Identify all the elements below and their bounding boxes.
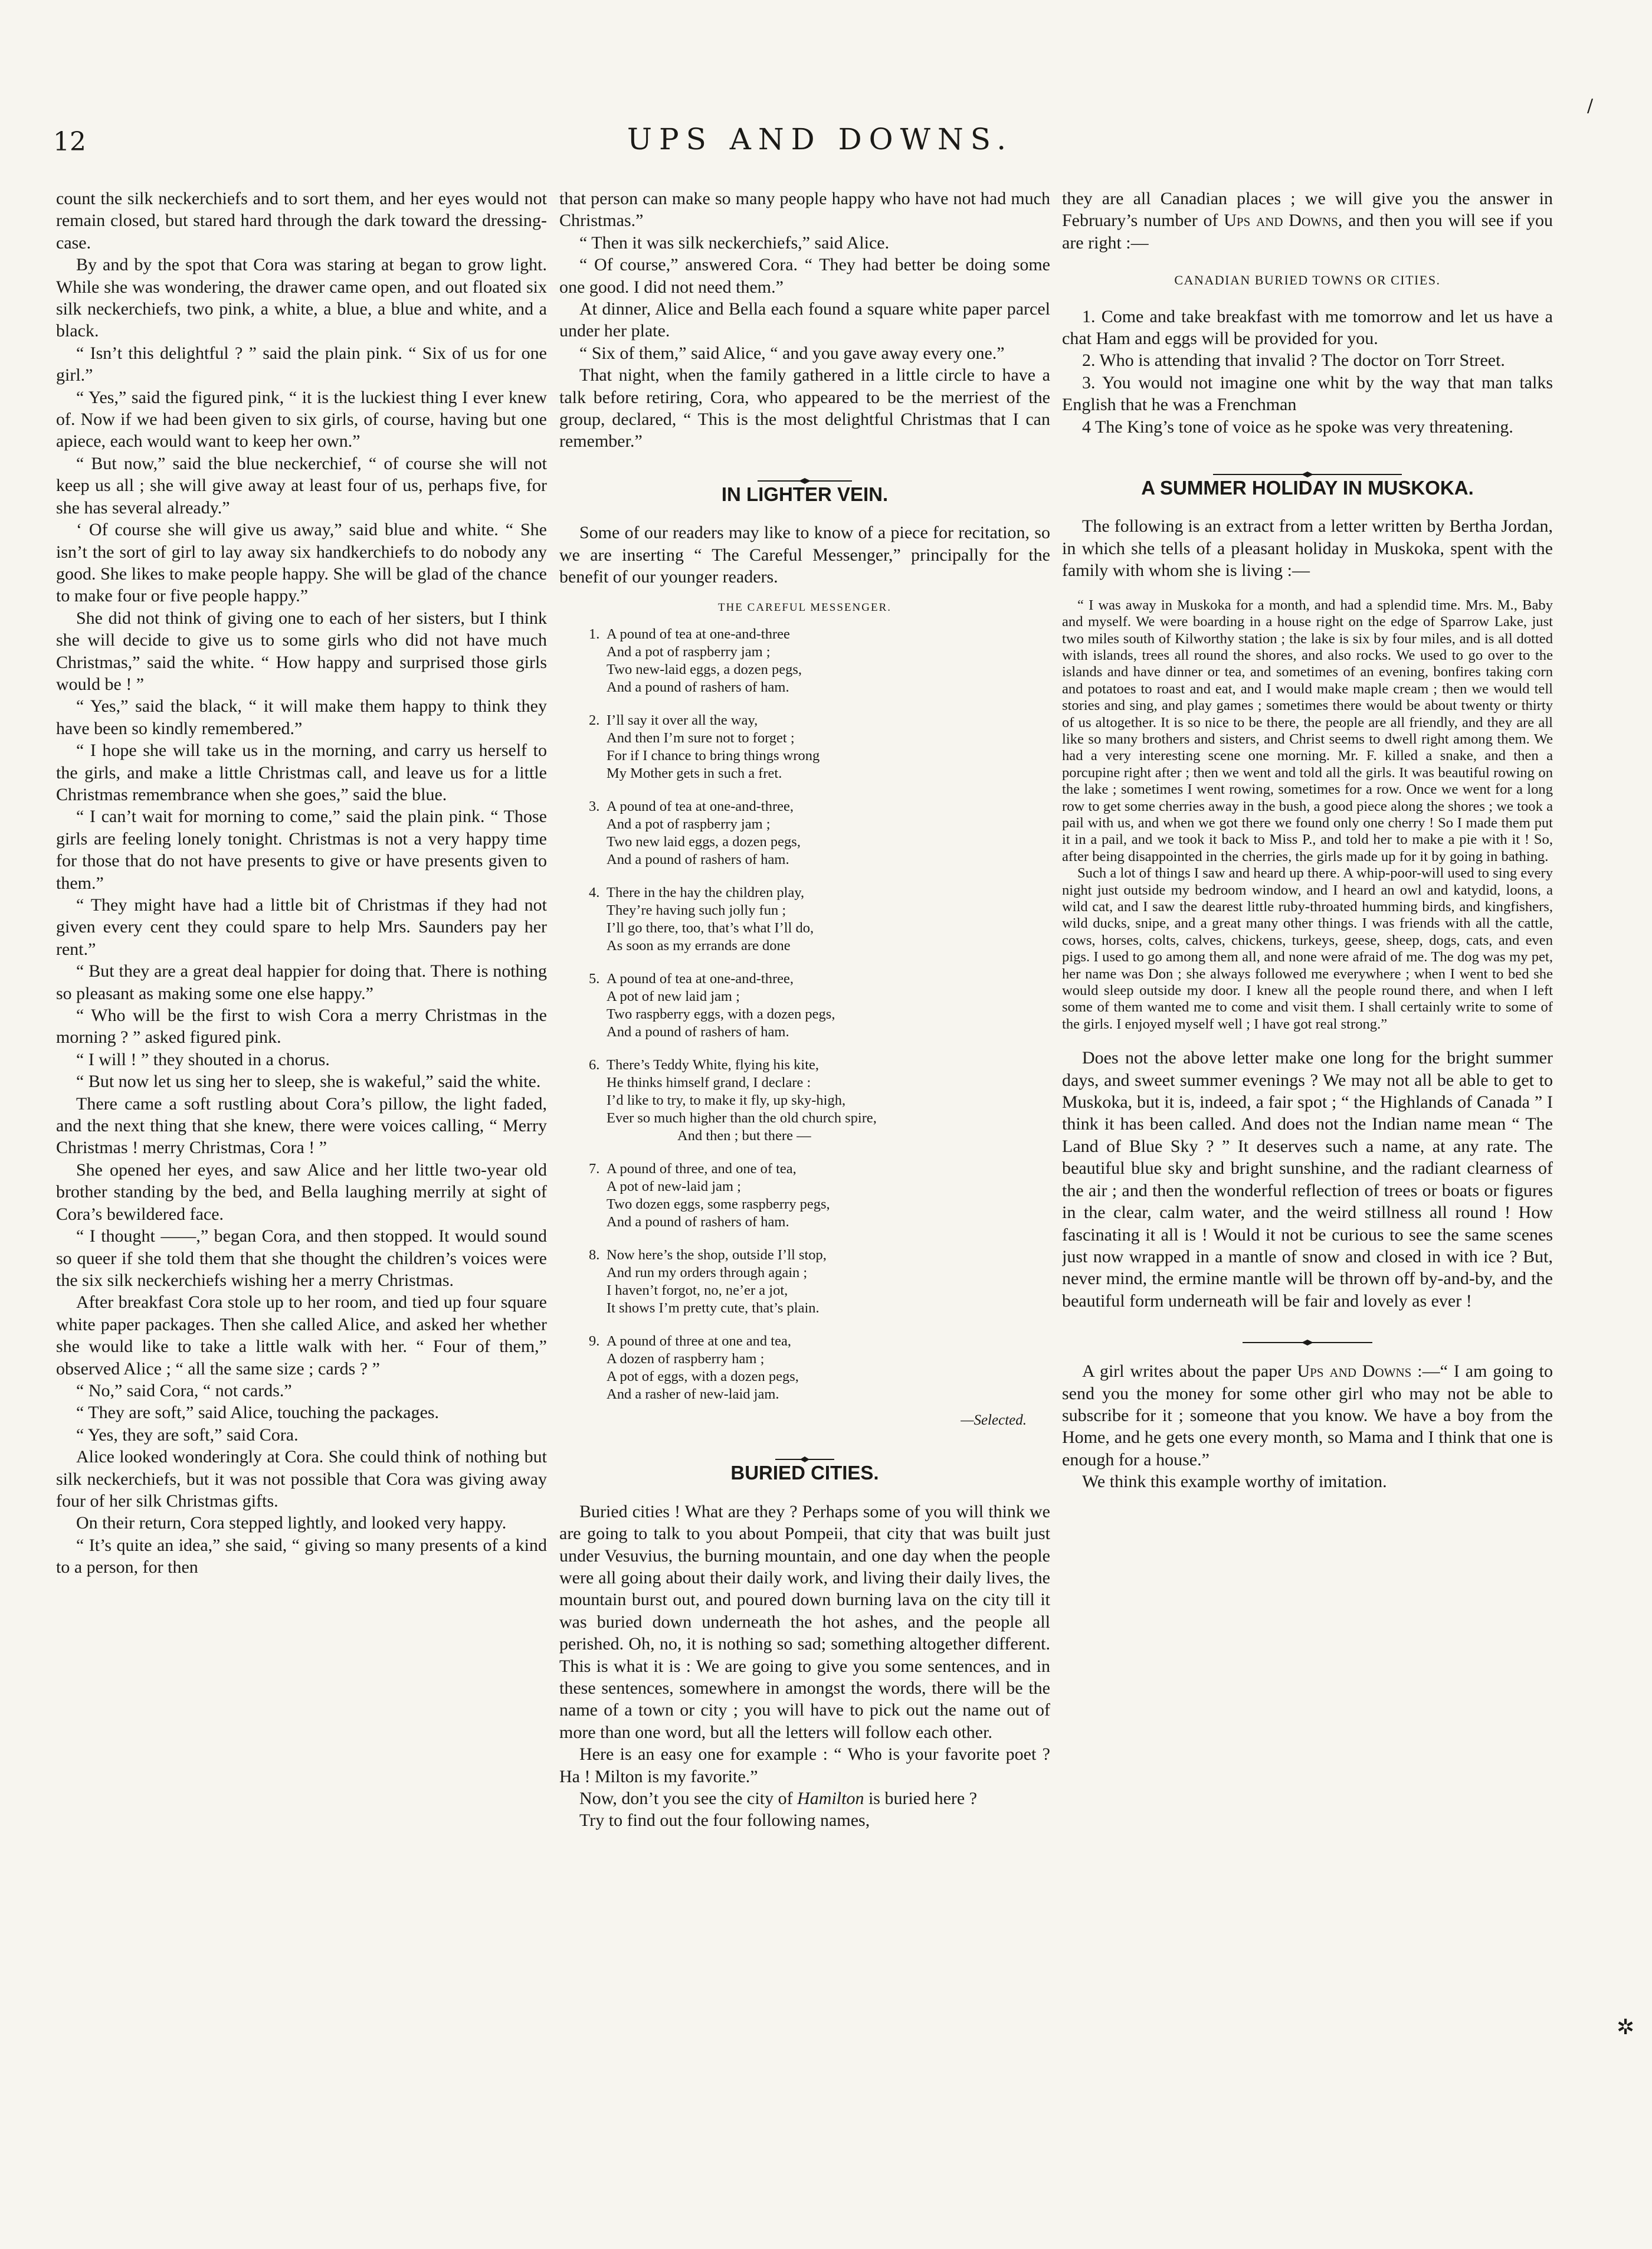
- poem-line: Two new-laid eggs, a dozen pegs,: [607, 661, 802, 677]
- story-paragraph: Try to find out the four following names,: [579, 1811, 870, 1831]
- poem-line: I’ll say it over all the way,: [607, 712, 758, 728]
- poem-line: Two dozen eggs, some raspberry pegs,: [607, 1196, 830, 1212]
- story-paragraph: “ They are soft,” said Alice, touching the packages.: [76, 1403, 440, 1423]
- poem-line: I’ll go there, too, that’s what I’ll do,: [607, 919, 814, 936]
- poem-stanza: [589, 970, 1050, 1041]
- section-heading-buried-cities: BURIED CITIES.: [730, 1462, 879, 1484]
- story-paragraph: Here is an easy one for example : “ Who is your favorite poet ? Ha ! Milton is my favorite.”: [559, 1744, 1050, 1786]
- story-paragraph: “ No,” said Cora, “ not cards.”: [76, 1380, 292, 1400]
- story-paragraph: that person can make so many people happy who have not had much Christmas.”: [559, 189, 1050, 231]
- poem-line: As soon as my errands are done: [607, 937, 791, 954]
- story-paragraph: they are all Canadian places ; we will give you the answer in February’s number of Ups and Downs, and then you will see if you are right :—: [1062, 189, 1553, 253]
- story-paragraph: “ Yes, they are soft,” said Cora.: [76, 1425, 299, 1445]
- letter-paragraph: Such a lot of things I saw and heard up there. A whip-poor-will used to sing every night just outside my bedroom window, and I heard an owl and katydid, loons, a wild cat, and I saw the dearest little ruby-throated humming birds, and kingfishers, wild ducks, snipe, and a great many other things. I was friends with all the cattle, cows, horses, colts, calves, chickens, turkeys, geese, sheep, dogs, cats, and even pigs. I used to go among them all, and none were afraid of me. The dog was my pet, her name was Don ; she always followed me everywhere ; when I went to bed she would sleep outside my door. I knew all the people round there, and when I left some of them wanted me to come and visit them. I shall certainly write to some of the girls. I enjoyed myself well ; I have got real strong.”: [1062, 865, 1553, 1032]
- poem-line: A pound of three, and one of tea,: [607, 1160, 796, 1177]
- story-paragraph: The following is an extract from a letter written by Bertha Jordan, in which she tells of a pleasant holiday in Muskoka, spent with the family with whom she is living :—: [1062, 516, 1553, 581]
- letter-paragraph: “ I was away in Muskoka for a month, and had a splendid time. Mrs. M., Baby and myself. We were boarding in a house right on the edge of Sparrow Lake, just two miles south of Kilworthy station ; the lake is six by four miles, and is all dotted with islands, trees all round the shores, and also rocks. We used to go over to the islands and have dinner or tea, and sometimes of an evening, bonfires taking corn and potatoes to roast and eat, and I would make maple cream ; then we would tell stories and sing, and play games ; sometimes there would be about twenty or thirty of us altogether. It is so nice to be there, the people are all friendly, and they are all like so many brothers and sisters, and Christ seems to dwell right among them. We had a very interesting scene one morning. Mr. F. killed a snake, and then a porcupine right after ; then we went and told all the girls. It was beautiful rowing on the lake ; sometimes I went rowing, sometimes for a row. Once we went for a long row to get some cherries away in the bush, a good piece along the shores ; we took a pail with us, and when we got there we found only one cherry ! So I made them put it in a pail, and we took it back to Miss P., and told her to make a pie with it ! So, after being disappointed in the cherries, the girls made up for it by going in bathing.: [1062, 597, 1553, 865]
- story-paragraph: “ Six of them,” said Alice, “ and you gave away every one.”: [579, 343, 1005, 363]
- poem-line: It shows I’m pretty cute, that’s plain.: [607, 1299, 820, 1316]
- poem-line: A pound of tea at one-and-three,: [607, 798, 794, 814]
- story-paragraph: On their return, Cora stepped lightly, and looked very happy.: [76, 1513, 507, 1533]
- poem-line: There’s Teddy White, flying his kite,: [607, 1056, 820, 1073]
- city-name: Hamilton: [797, 1789, 864, 1808]
- stanza-number: 8.: [589, 1246, 600, 1263]
- poem-line: A pound of tea at one-and-three: [607, 626, 790, 642]
- poem-line: And then I’m sure not to forget ;: [607, 729, 795, 746]
- story-paragraph: At dinner, Alice and Bella each found a square white paper parcel under her plate.: [559, 299, 1050, 341]
- poem-line: And run my orders through again ;: [607, 1264, 808, 1281]
- poem-stanza: [589, 1056, 1050, 1145]
- divider-ornament-icon: [1243, 1339, 1372, 1346]
- section-heading-muskoka: A SUMMER HOLIDAY IN MUSKOKA.: [1141, 477, 1474, 499]
- story-paragraph: “ But they are a great deal happier for doing that. There is nothing so pleasant as making some one else happy.”: [56, 961, 547, 1003]
- poem-stanza: [589, 712, 1050, 783]
- story-paragraph: “ I can’t wait for morning to come,” said the plain pink. “ Those girls are feeling lonely tonight. Christmas is not a very happy time for those that do not have presents to give or have presents given to them.”: [56, 807, 547, 893]
- poem-line: And then ; but there —: [677, 1127, 811, 1144]
- section-divider: [559, 468, 1050, 475]
- story-paragraph: Alice looked wonderingly at Cora. She could think of nothing but silk neckerchiefs, but it was not possible that Cora was giving away four of her silk Christmas gifts.: [56, 1447, 547, 1511]
- story-paragraph: “ Yes,” said the black, “ it will make them happy to think they have been so kindly remembered.”: [56, 696, 547, 738]
- poem-stanza: [589, 626, 1050, 696]
- poem-line: A pot of eggs, with a dozen pegs,: [607, 1368, 799, 1384]
- poem-line: A pot of new laid jam ;: [607, 988, 740, 1004]
- poem-line: And a rasher of new-laid jam.: [607, 1386, 779, 1402]
- column-1: [56, 188, 547, 2235]
- story-paragraph: “ Isn’t this delightful ? ” said the plain pink. “ Six of us for one girl.”: [56, 343, 547, 385]
- story-paragraph: “ I thought ——,” began Cora, and then stopped. It would sound so queer if she told them that she thought the children’s voices were the six silk neckerchiefs wishing her a merry Christmas.: [56, 1226, 547, 1290]
- poem-line: I’d like to try, to make it fly, up sky-high,: [607, 1092, 846, 1108]
- poem-line: For if I chance to bring things wrong: [607, 747, 820, 764]
- section-divider: [559, 1446, 1050, 1453]
- poem-line: And a pound of rashers of ham.: [607, 679, 789, 695]
- story-paragraph: “ Yes,” said the figured pink, “ it is the luckiest thing I ever knew of. Now if we had been given to six girls, of course, having but one apiece, each would want to keep her own.”: [56, 387, 547, 451]
- buried-list-title: CANADIAN BURIED TOWNS OR CITIES.: [1174, 273, 1441, 288]
- section-intro: Some of our readers may like to know of a piece for recitation, so we are inserting “ The Careful Messenger,” principally for the benefit of our younger readers.: [559, 523, 1050, 587]
- buried-city-item: 1. Come and take breakfast with me tomorrow and let us have a chat Ham and eggs will be provided for you.: [1062, 306, 1553, 349]
- poem-line: A pound of three at one and tea,: [607, 1333, 791, 1349]
- stanza-number: 6.: [589, 1056, 600, 1073]
- poem-line: A pot of new-laid jam ;: [607, 1178, 741, 1194]
- stanza-number: 2.: [589, 712, 600, 728]
- stanza-number: 1.: [589, 626, 600, 642]
- story-paragraph: count the silk neckerchiefs and to sort them, and her eyes would not remain closed, but stared hard through the dark toward the dressing-case.: [56, 189, 547, 253]
- poem-attribution: —Selected.: [961, 1412, 1027, 1428]
- closing-line: We think this example worthy of imitation.: [1082, 1472, 1387, 1492]
- story-paragraph: ‘ Of course she will give us away,” said blue and white. “ She isn’t the sort of girl to lay away six handkerchiefs to do nobody any good. She likes to make people happy. She will be glad of the chance to make four or five people happy.”: [56, 520, 547, 606]
- story-paragraph: “ They might have had a little bit of Christmas if they had not given every cent they could spare to help Mrs. Saunders pay her rent.”: [56, 895, 547, 959]
- poem-line: Now here’s the shop, outside I’ll stop,: [607, 1246, 827, 1263]
- paper-name: Ups and Downs: [1297, 1361, 1412, 1382]
- poem-line: There in the hay the children play,: [607, 884, 805, 901]
- story-paragraph: “ I hope she will take us in the morning, and carry us herself to the girls, and make a little Christmas call, and leave us for a little Christmas remembrance when she goes,” said the blue.: [56, 741, 547, 804]
- buried-city-item: 3. You would not imagine one whit by the way that man talks English that he was a Frenchman: [1062, 372, 1553, 415]
- poem-line: And a pound of rashers of ham.: [607, 851, 789, 867]
- stanza-number: 9.: [589, 1333, 600, 1349]
- poem-line: And a pound of rashers of ham.: [607, 1213, 789, 1230]
- story-paragraph: Now, don’t you see the city of Hamilton is buried here ?: [579, 1789, 978, 1808]
- story-paragraph: She opened her eyes, and saw Alice and her little two-year old brother standing by the bed, and Bella laughing merrily at sight of Cora’s bewildered face.: [56, 1160, 547, 1224]
- poem-stanza: [589, 1333, 1050, 1403]
- story-paragraph: That night, when the family gathered in a little circle to have a talk before retiring, Cora, who appeared to be the merriest of the group, declared, “ This is the most delightful Christmas that I can remember.”: [559, 365, 1050, 451]
- story-paragraph: “ Of course,” answered Cora. “ They had better be doing some one good. I did not need them.”: [559, 255, 1050, 297]
- section-heading-lighter-vein: IN LIGHTER VEIN.: [721, 483, 889, 505]
- poem-line: They’re having such jolly fun ;: [607, 902, 786, 918]
- story-paragraph: “ But now,” said the blue neckerchief, “ of course she will not keep us all ; she will give away at least four of us, perhaps five, for she has several already.”: [56, 453, 547, 518]
- stanza-number: 5.: [589, 970, 600, 987]
- story-paragraph: “ Then it was silk neckerchiefs,” said Alice.: [579, 233, 890, 253]
- poem-stanza: [589, 1246, 1050, 1317]
- stanza-number: 3.: [589, 798, 600, 814]
- poem-line: Two new laid eggs, a dozen pegs,: [607, 833, 801, 850]
- page-number: 12: [53, 127, 86, 157]
- column-2: [559, 188, 1050, 2235]
- story-paragraph: “ I will ! ” they shouted in a chorus.: [76, 1049, 330, 1069]
- story-paragraph: “ Who will be the first to wish Cora a merry Christmas in the morning ? ” asked figured pink.: [56, 1006, 547, 1047]
- page-header: [53, 122, 1587, 174]
- story-paragraph: By and by the spot that Cora was staring at began to grow light. While she was wondering, the drawer came open, and out floated six silk neckerchiefs, two pink, a white, a blue, a blue and white, and a black.: [56, 255, 547, 341]
- story-paragraph: “ But now let us sing her to sleep, she is wakeful,” said the white.: [76, 1072, 541, 1092]
- column-3: [1062, 188, 1553, 2235]
- poem-line: A dozen of raspberry ham ;: [607, 1350, 765, 1367]
- poem-line: A pound of tea at one-and-three,: [607, 970, 794, 987]
- stanza-number: 7.: [589, 1160, 600, 1177]
- stanza-number: 4.: [589, 884, 600, 901]
- buried-city-item: 4 The King’s tone of voice as he spoke was very threatening.: [1082, 417, 1513, 437]
- story-paragraph: There came a soft rustling about Cora’s pillow, the light faded, and the next thing that she knew, there were voices calling, “ Merry Christmas ! merry Christmas, Cora ! ”: [56, 1094, 547, 1158]
- story-paragraph: A girl writes about the paper Ups and Downs :—“ I am going to send you the money for some other girl who may not be able to subscribe for it ; someone that you know. We have a boy from the Home, and he gets one every month, so Mama and I think that one is enough for a house.”: [1062, 1361, 1553, 1469]
- poem-title: THE CAREFUL MESSENGER.: [717, 601, 891, 614]
- poem-line: And a pound of rashers of ham.: [607, 1023, 789, 1040]
- margin-mark: /: [1587, 96, 1594, 116]
- buried-city-item: 2. Who is attending that invalid ? The doctor on Torr Street.: [1082, 351, 1505, 371]
- poem-stanza: [589, 798, 1050, 869]
- story-paragraph: Does not the above letter make one long for the bright summer days, and sweet summer evenings ? We may not all be able to get to Muskoka, but it is, indeed, a fair spot ; “ the Highlands of Canada ” I think it has been called. And does not the Indian name mean “ The Land of Blue Sky ? ” It deserves such a name, at any rate. The beautiful blue sky and bright sunshine, and the radiant clearness of the air ; and then the wonderful reflection of trees or boats or figures in the clear, calm water, and the weird stillness all round ! How fascinating it all is ! Would it not be curious to see the same scenes just now wrapped in a mantle of snow and closed in with ice ? But, never mind, the ermine mantle will be thrown off by-and-by, and the beautiful form underneath will be fair and lovely as ever !: [1062, 1048, 1553, 1311]
- poem-line: Ever so much higher than the old church spire,: [607, 1109, 877, 1126]
- poem-line: My Mother gets in such a fret.: [607, 765, 782, 781]
- poem-stanza: [589, 1160, 1050, 1231]
- letter-extract: [1062, 597, 1553, 1033]
- story-paragraph: After breakfast Cora stole up to her room, and tied up four square white paper packages. Then she called Alice, and asked her whether she would like to take a little walk with her. “ Four of them,” observed Alice ; “ all the same size ; cards ? ”: [56, 1292, 547, 1379]
- poem-line: He thinks himself grand, I declare :: [607, 1074, 811, 1091]
- story-paragraph: “ It’s quite an idea,” she said, “ giving so many presents of a kind to a person, for then: [56, 1535, 547, 1577]
- story-paragraph: Buried cities ! What are they ? Perhaps some of you will think we are going to talk to you about Pompeii, that city that was built just under Vesuvius, the burning mountain, and one day when the people were all going about their daily work, and living their daily lives, the mountain burst out, and poured down burning lava on the city till it was buried down underneath the hot ashes, and the people all perished. Oh, no, it is nothing so sad; something altogether different. This is what it is : We are going to give you some sentences, and in these sentences, somewhere in amongst the words, there will be the name of a town or city ; you will have to pick out the name out of more than one word, but all the letters will follow each other.: [559, 1501, 1050, 1742]
- paper-name: Ups and Downs: [1224, 211, 1338, 231]
- poem-line: And a pot of raspberry jam ;: [607, 816, 771, 832]
- masthead-title: UPS AND DOWNS.: [627, 122, 1014, 156]
- section-divider: [1062, 1330, 1553, 1337]
- margin-ornament: ✲: [1617, 2015, 1635, 2040]
- section-divider: [1062, 461, 1553, 469]
- poem-stanza: [589, 884, 1050, 955]
- poem-line: Two raspberry eggs, with a dozen pegs,: [607, 1006, 835, 1022]
- poem-line: I haven’t forgot, no, ne’er a jot,: [607, 1282, 788, 1298]
- story-paragraph: She did not think of giving one to each of her sisters, but I think she will decide to give us to some girls who did not have much Christmas,” said the white. “ How happy and surprised those girls would be ! ”: [56, 608, 547, 694]
- poem-line: And a pot of raspberry jam ;: [607, 643, 771, 660]
